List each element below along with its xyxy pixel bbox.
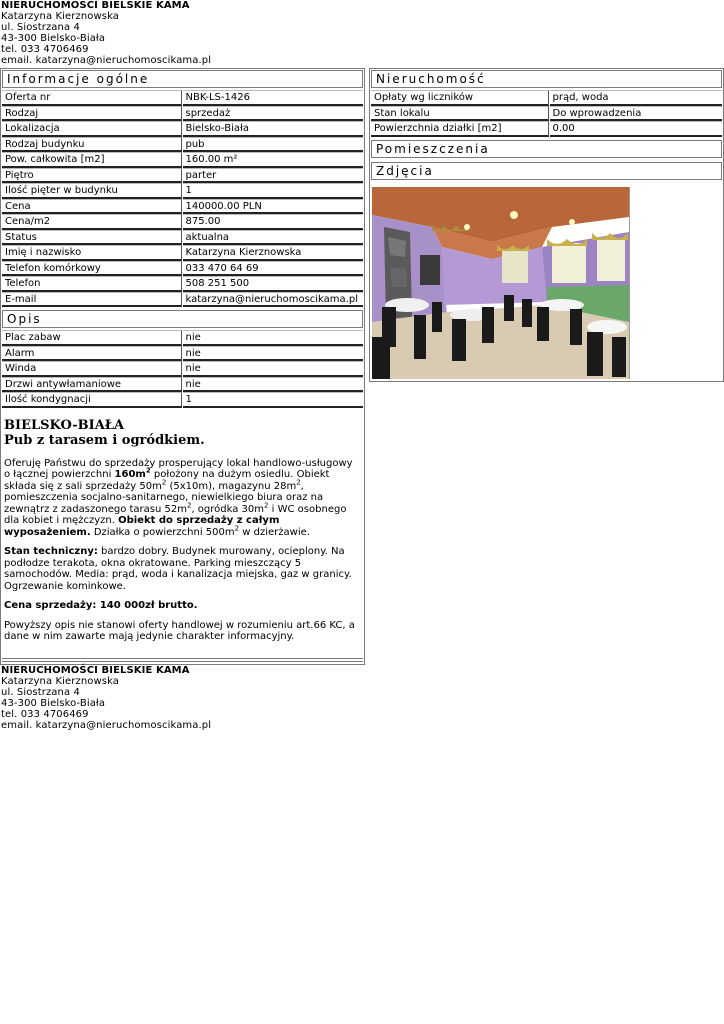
table-row <box>2 90 363 106</box>
row-label: Lokalizacja <box>2 121 182 137</box>
row-value: nie <box>183 361 364 377</box>
divider <box>2 658 363 662</box>
row-label: Rodzaj budynku <box>2 137 182 153</box>
row-label: Cena/m2 <box>2 214 182 230</box>
row-label: Ilość kondygnacji <box>2 392 182 408</box>
agency-street: ul. Siostrzana 4 <box>1 687 80 698</box>
row-value: pub <box>183 137 364 153</box>
row-value: prąd, woda <box>550 90 723 106</box>
table-row <box>2 183 363 199</box>
table-row <box>2 106 363 122</box>
agency-email: email. katarzyna@nieruchomoscikama.pl <box>1 55 212 66</box>
table-row <box>371 106 722 122</box>
row-value: 1 <box>183 392 364 408</box>
opis-heading: Opis <box>2 310 363 328</box>
row-label: Oferta nr <box>2 90 182 106</box>
row-label: Powierzchnia działki [m2] <box>371 121 549 137</box>
contact-email-link[interactable]: katarzyna@nieruchomoscikama.pl <box>183 292 364 308</box>
agency-header <box>1 0 211 66</box>
agency-footer <box>1 665 211 731</box>
table-row <box>2 245 363 261</box>
row-label: Status <box>2 230 182 246</box>
property-heading: Nieruchomość <box>371 70 722 88</box>
agency-city: 43-300 Bielsko-Biała <box>1 33 106 44</box>
row-label: Piętro <box>2 168 182 184</box>
table-row <box>2 214 363 230</box>
technical-state-paragraph: Stan techniczny: bardzo dobry. Budynek murowany, ocieplony. Na podłodze terakota, okna okratowane. Parking mieszczący 5 samochodów. Media: prąd, woda i kanalizacja miejska, gaz w granicy. Ogrzewanie kominkowe. <box>4 546 352 592</box>
row-label: Cena <box>2 199 182 215</box>
row-value: 875.00 <box>183 214 364 230</box>
table-row <box>371 90 722 106</box>
pub-interior-image <box>372 187 629 379</box>
row-value: 160.00 m² <box>183 152 364 168</box>
row-label: Telefon <box>2 276 182 292</box>
row-value: aktualna <box>183 230 364 246</box>
row-value: Do wprowadzenia <box>550 106 723 122</box>
row-label: Pow. całkowita [m2] <box>2 152 182 168</box>
table-row <box>2 199 363 215</box>
offer-description <box>4 418 361 643</box>
table-row <box>2 276 363 292</box>
agency-name: NIERUCHOMOŚCI BIELSKIE KAMA <box>1 0 190 11</box>
row-label: Plac zabaw <box>2 330 182 346</box>
agency-phone: tel. 033 4706469 <box>1 709 89 720</box>
price-paragraph: Cena sprzedaży: 140 000zł brutto. <box>4 600 198 611</box>
agency-street: ul. Siostrzana 4 <box>1 22 80 33</box>
row-label: Stan lokalu <box>371 106 549 122</box>
table-row <box>2 168 363 184</box>
table-row <box>2 361 363 377</box>
disclaimer-paragraph: Powyższy opis nie stanowi oferty handlowej w rozumieniu art.66 KC, a dane w nim zawarte mają jedynie charakter informacyjny. <box>4 619 355 642</box>
row-value: parter <box>183 168 364 184</box>
table-row <box>2 261 363 277</box>
row-label: Telefon komórkowy <box>2 261 182 277</box>
row-value: nie <box>183 330 364 346</box>
agency-name: NIERUCHOMOŚCI BIELSKIE KAMA <box>1 665 190 676</box>
table-row <box>2 392 363 408</box>
row-label: Rodzaj <box>2 106 182 122</box>
row-value: nie <box>183 346 364 362</box>
opis-table <box>2 330 363 408</box>
offer-subtitle: Pub z tarasem i ogródkiem. <box>4 432 205 448</box>
photos-heading: Zdjęcia <box>371 162 722 180</box>
row-value: Bielsko-Biała <box>183 121 364 137</box>
table-row <box>2 292 363 308</box>
row-value: 0.00 <box>550 121 723 137</box>
table-row <box>2 152 363 168</box>
row-label: Drzwi antywłamaniowe <box>2 377 182 393</box>
rooms-heading: Pomieszczenia <box>371 140 722 158</box>
table-row <box>2 377 363 393</box>
table-row <box>2 330 363 346</box>
row-label: Winda <box>2 361 182 377</box>
agency-email: email. katarzyna@nieruchomoscikama.pl <box>1 720 212 731</box>
row-label: Alarm <box>2 346 182 362</box>
agency-person: Katarzyna Kierznowska <box>1 676 120 687</box>
row-value: sprzedaż <box>183 106 364 122</box>
row-label: Opłaty wg liczników <box>371 90 549 106</box>
pub-interior-photo[interactable] <box>372 187 630 379</box>
offer-city: BIELSKO-BIAŁA <box>4 417 125 433</box>
general-info-table <box>2 90 363 307</box>
row-label: Ilość pięter w budynku <box>2 183 182 199</box>
general-info-heading: Informacje ogólne <box>2 70 363 88</box>
row-value: Katarzyna Kierznowska <box>183 245 364 261</box>
description-paragraph: Oferuję Państwu do sprzedaży prosperujący lokal handlowo-usługowy o łącznej powierzchni $160m^2$ położony na dużym osiedlu. Obiekt składa się z sali sprzedaży $50m^2$ (5x10m), magazynu $28m^2$, pomieszczenia socjalno-sanitarnego, niewielkiego biura oraz na zewnątrz z zadaszonego tarasu $52m^2$, ogródka $30m^2$ i WC osobnego dla kobiet i mężczyzn. Obiekt do sprzedaży z całym wyposażeniem. Działka o powierzchni $500m^2$ w dzierżawie. <box>4 457 353 538</box>
table-row <box>371 121 722 137</box>
row-value: nie <box>183 377 364 393</box>
table-row <box>2 137 363 153</box>
row-label: Imię i nazwisko <box>2 245 182 261</box>
property-table <box>371 90 722 137</box>
table-row <box>2 346 363 362</box>
row-value: 508 251 500 <box>183 276 364 292</box>
row-value: 033 470 64 69 <box>183 261 364 277</box>
table-row <box>2 230 363 246</box>
left-panel <box>0 68 365 665</box>
row-value: 1 <box>183 183 364 199</box>
agency-phone: tel. 033 4706469 <box>1 44 89 55</box>
row-value: 140000.00 PLN <box>183 199 364 215</box>
row-value: NBK-LS-1426 <box>183 90 364 106</box>
table-row <box>2 121 363 137</box>
row-label: E-mail <box>2 292 182 308</box>
agency-city: 43-300 Bielsko-Biała <box>1 698 106 709</box>
right-panel <box>369 68 724 382</box>
agency-person: Katarzyna Kierznowska <box>1 11 120 22</box>
